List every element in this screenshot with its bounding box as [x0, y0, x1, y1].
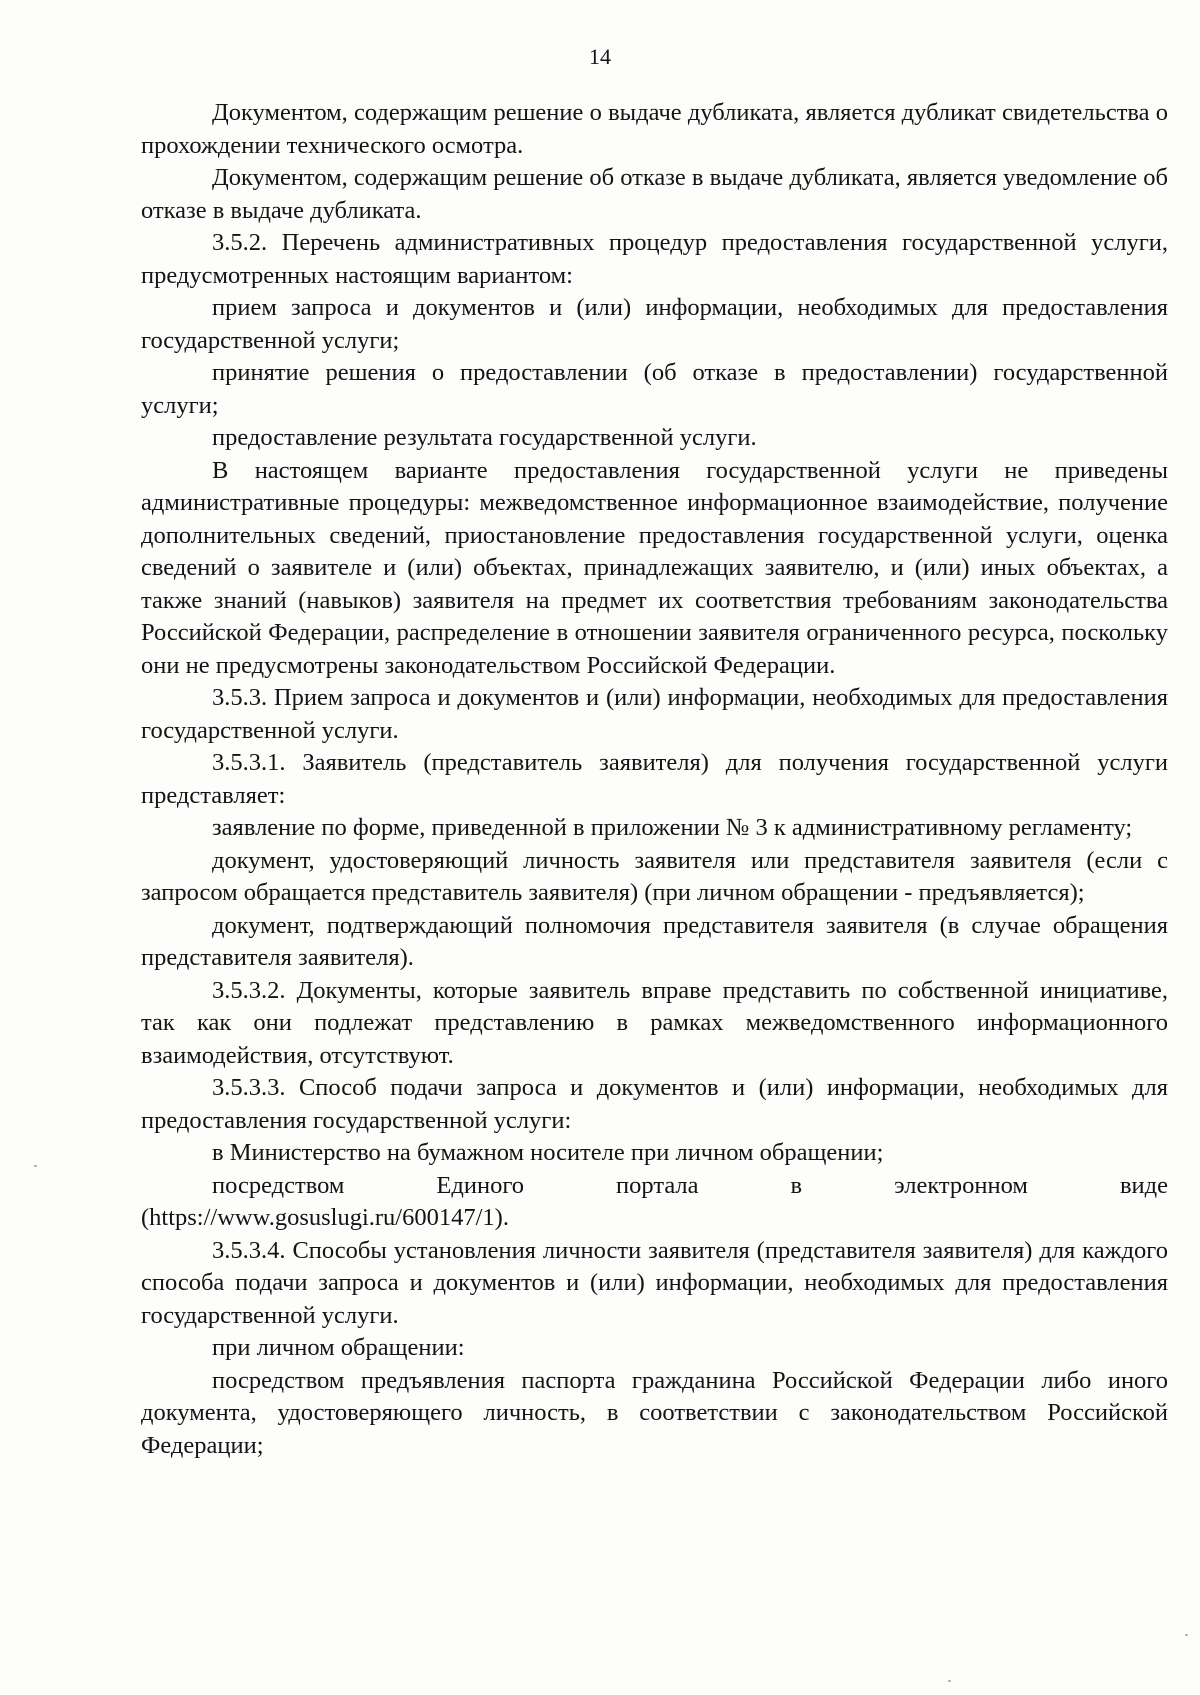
scan-speck: [1185, 1634, 1188, 1636]
paragraph-procedure-result: предоставление результата государственной услуги.: [212, 424, 757, 451]
paragraph-3-5-2: 3.5.2. Перечень административных процедур предоставления государственной услуги, предусмотренных настоящим вариантом:: [141, 229, 1168, 289]
paragraph-portal-link: (https://www.gosuslugi.ru/600147/1).: [141, 1204, 509, 1231]
paragraph-portal-submission: посредством Единого портала в электронном виде: [212, 1171, 1168, 1199]
scan-speck: [948, 1680, 951, 1682]
paragraph-paper-submission: в Министерство на бумажном носителе при личном обращении;: [212, 1139, 884, 1166]
paragraph-passport: посредством предъявления паспорта гражданина Российской Федерации либо иного документа, удостоверяющего личность, в соответствии с законодательством Российской Федерации;: [141, 1366, 1168, 1459]
paragraph-personal-visit: при личном обращении:: [212, 1334, 465, 1361]
paragraph-duplicate-decision: Документом, содержащим решение о выдаче дубликата, является дубликат свидетельства о прохождении технического осмотра.: [141, 99, 1168, 159]
document-body: [141, 97, 1168, 1462]
paragraph-3-5-3-3: 3.5.3.3. Способ подачи запроса и документов и (или) информации, необходимых для предоставления государственной услуги:: [141, 1074, 1168, 1134]
paragraph-3-5-3: 3.5.3. Прием запроса и документов и (или) информации, необходимых для предоставления государственной услуги.: [141, 684, 1168, 744]
paragraph-duplicate-refusal: Документом, содержащим решение об отказе в выдаче дубликата, является уведомление об отказе в выдаче дубликата.: [141, 164, 1168, 224]
paragraph-procedure-reception: прием запроса и документов и (или) информации, необходимых для предоставления государственной услуги;: [141, 294, 1168, 354]
page-number: 14: [589, 44, 611, 69]
paragraph-3-5-3-2: 3.5.3.2. Документы, которые заявитель вправе представить по собственной инициативе, так как они подлежат представлению в рамках межведомственного информационного взаимодействия, отсутствуют.: [141, 976, 1168, 1069]
paragraph-identity-document: документ, удостоверяющий личность заявителя или представителя заявителя (если с запросом обращается представитель заявителя) (при личном обращении - предъявляется);: [141, 846, 1168, 906]
paragraph-authority-document: документ, подтверждающий полномочия представителя заявителя (в случае обращения представителя заявителя).: [141, 911, 1168, 971]
paragraph-3-5-3-1: 3.5.3.1. Заявитель (представитель заявителя) для получения государственной услуги представляет:: [141, 749, 1168, 809]
paragraph-3-5-3-4: 3.5.3.4. Способы установления личности заявителя (представителя заявителя) для каждого способа подачи запроса и документов и (или) информации, необходимых для предоставления государственной услуги.: [141, 1236, 1168, 1329]
paragraph-application-form: заявление по форме, приведенной в приложении № 3 к административному регламенту;: [212, 814, 1133, 841]
paragraph-procedure-decision: принятие решения о предоставлении (об отказе в предоставлении) государственной услуги;: [141, 359, 1168, 419]
scan-speck: [34, 1165, 37, 1167]
paragraph-excluded-procedures: В настоящем варианте предоставления государственной услуги не приведены административные процедуры: межведомственное информационное взаимодействие, получение дополнительных сведений, приостановление предоставления государственной услуги, оценка сведений о заявителе и (или) объектах, принадлежащих заявителю, и (или) иных объектах, а также знаний (навыков) заявителя на предмет их соответствия требованиям законодательства Российской Федерации, распределение в отношении заявителя ограниченного ресурса, поскольку они не предусмотрены законодательством Российской Федерации.: [141, 456, 1168, 679]
